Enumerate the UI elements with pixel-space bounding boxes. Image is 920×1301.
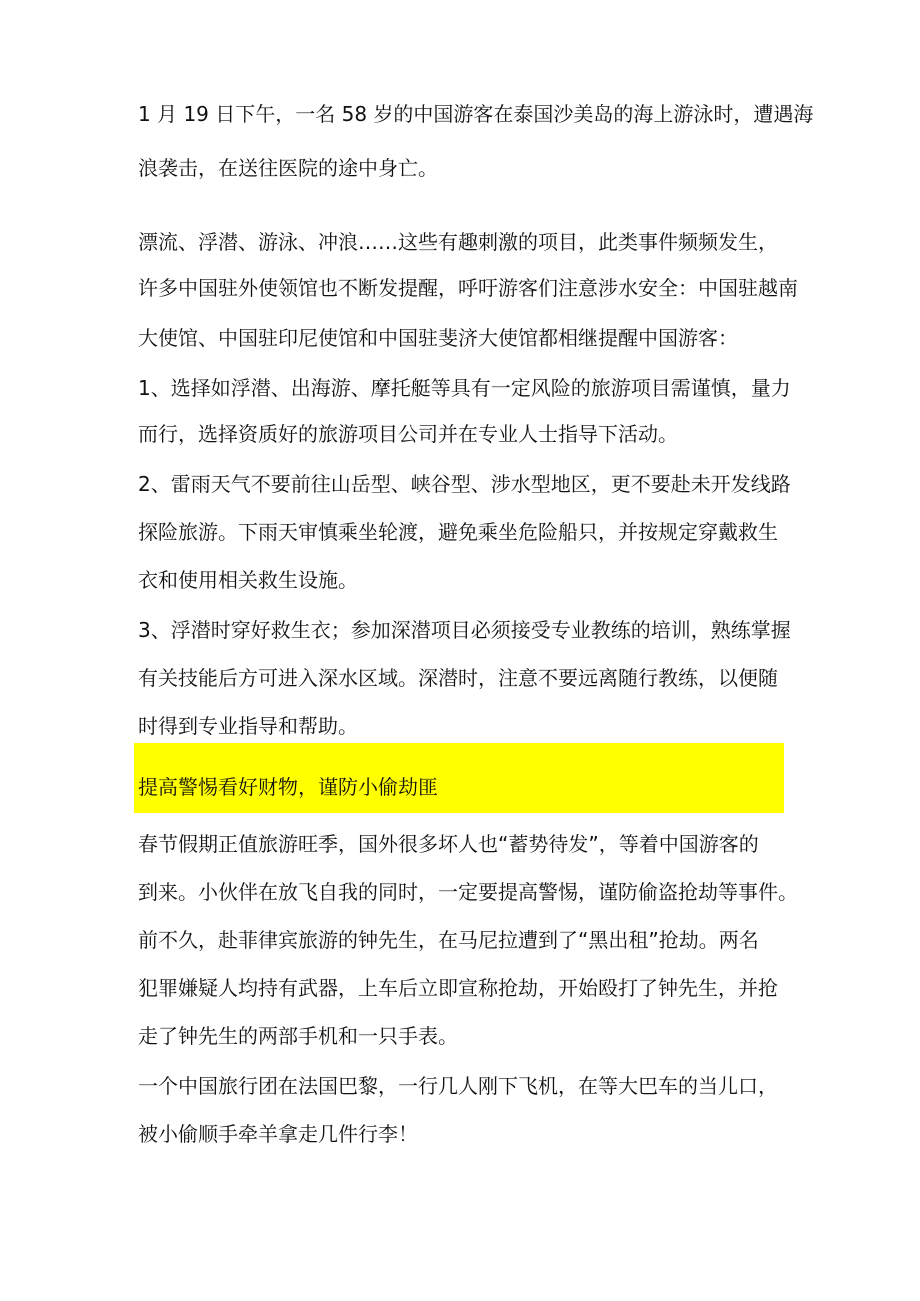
tip-2-line-2: 探险旅游。下雨天审慎乘坐轮渡，避免乘坐危险船只，并按规定穿戴救生 bbox=[138, 520, 778, 544]
theft-line-4: 犯罪嫌疑人均持有武器，上车后立即宣称抢劫，开始殴打了钟先生，并抢 bbox=[138, 976, 778, 1000]
theft-line-5: 走了钟先生的两部手机和一只手表。 bbox=[138, 1024, 458, 1048]
theft-line-1: 春节假期正值旅游旺季，国外很多坏人也“蓄势待发”，等着中国游客的 bbox=[138, 832, 759, 856]
tip-3-line-1: 3、浮潜时穿好救生衣；参加深潜项目必须接受专业教练的培训，熟练掌握 bbox=[138, 618, 791, 642]
tip-3-line-2: 有关技能后方可进入深水区域。深潜时，注意不要远离随行教练，以便随 bbox=[138, 666, 778, 690]
tip-1-line-2: 而行，选择资质好的旅游项目公司并在专业人士指导下活动。 bbox=[138, 422, 678, 446]
intro-line-1: 1 月 19 日下午，一名 58 岁的中国游客在泰国沙美岛的海上游泳时，遭遇海 bbox=[138, 102, 814, 126]
warning-line-3: 大使馆、中国驻印尼使馆和中国驻斐济大使馆都相继提醒中国游客： bbox=[138, 326, 738, 350]
warning-line-1: 漂流、浮潜、游泳、冲浪……这些有趣刺激的项目，此类事件频频发生， bbox=[138, 230, 778, 254]
theft-line-7: 被小偷顺手牵羊拿走几件行李！ bbox=[138, 1122, 418, 1146]
theft-line-2: 到来。小伙伴在放飞自我的同时，一定要提高警惕，谨防偷盗抢劫等事件。 bbox=[138, 880, 798, 904]
theft-line-6: 一个中国旅行团在法国巴黎，一行几人刚下飞机，在等大巴车的当儿口， bbox=[138, 1074, 778, 1098]
warning-line-2: 许多中国驻外使领馆也不断发提醒，呼吁游客们注意涉水安全：中国驻越南 bbox=[138, 276, 798, 300]
theft-line-3: 前不久，赴菲律宾旅游的钟先生，在马尼拉遭到了“黑出租”抢劫。两名 bbox=[138, 928, 759, 952]
tip-2-line-3: 衣和使用相关救生设施。 bbox=[138, 568, 358, 592]
tip-3-line-3: 时得到专业指导和帮助。 bbox=[138, 714, 358, 738]
intro-line-2: 浪袭击，在送往医院的途中身亡。 bbox=[138, 156, 438, 180]
section-heading: 提高警惕看好财物，谨防小偷劫匪 bbox=[138, 775, 438, 799]
tip-1-line-1: 1、选择如浮潜、出海游、摩托艇等具有一定风险的旅游项目需谨慎，量力 bbox=[138, 376, 791, 400]
tip-2-line-1: 2、雷雨天气不要前往山岳型、峡谷型、涉水型地区，更不要赴未开发线路 bbox=[138, 472, 791, 496]
